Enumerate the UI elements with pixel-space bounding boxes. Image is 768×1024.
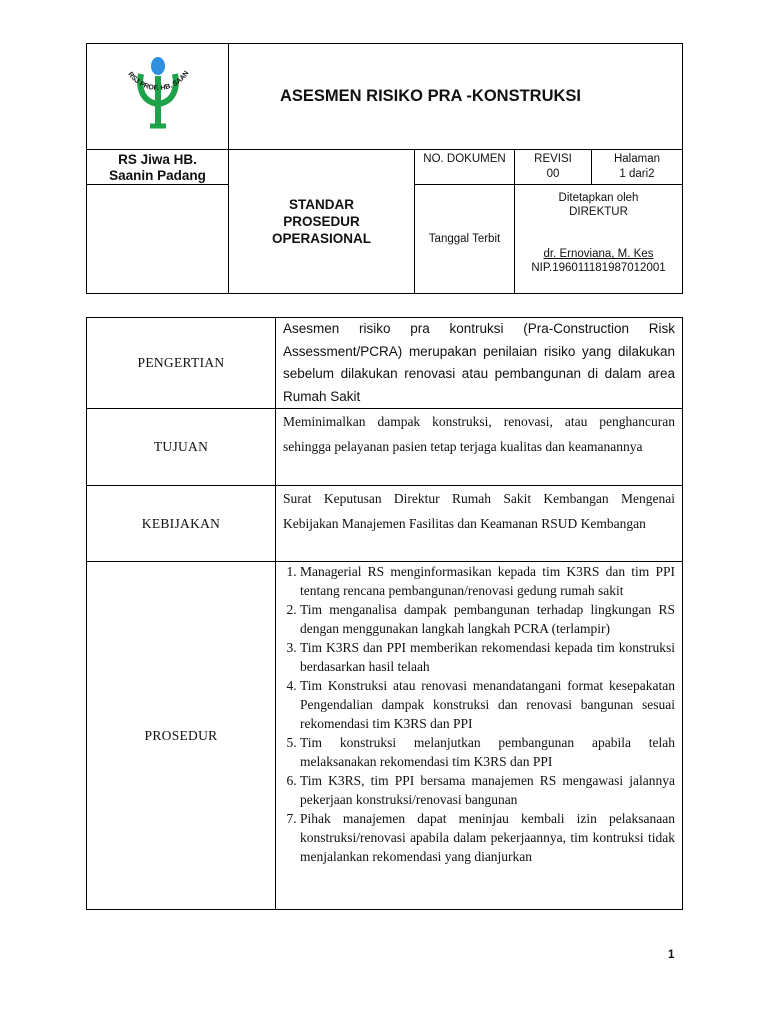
revisi-cell [515,150,592,185]
tanggal-terbit-label: Tanggal Terbit [415,185,515,294]
document-header-table [86,43,683,294]
director-nip: NIP.196011181987012001 [531,262,666,274]
sop-content-table [86,317,683,910]
sop-line-3: OPERASIONAL [271,231,371,246]
prosedur-item: 7. Pihak manajemen dapat meninjau kembali izin pelaksanaan konstruksi/renovasi apabila dalam pekerjaannya, tim kontruksi tidak menjalankan rekomendasi yang dianjurkan [300,809,682,866]
prosedur-item: 4. Tim Konstruksi atau renovasi menandatangani format kesepakatan Pengendalian dampak konstruksi dan renovasi bangunan sesuai rekomendasi tim K3RS dan PPI [300,676,682,733]
svg-text:RSJ PROF. HB. SAANIN PADANG: RSJ PROF. HB. SAAN [125,69,190,93]
prosedur-cell [276,562,683,910]
hospital-logo [108,44,208,144]
page-number: 1 [668,949,675,961]
pengertian-text: Asesmen risiko pra kontruksi (Pra-Construction Risk Assessment/PCRA) merupakan penilaian risiko yang dilakukan sebelum dilakukan renovasi atau pembangunan di dalam area Rumah Sakit [276,318,683,409]
revisi-value: 00 [546,168,560,180]
prosedur-label: PROSEDUR [87,562,276,910]
sop-label [229,150,415,294]
tujuan-text: Meminimalkan dampak konstruksi, renovasi, atau penghancuran sehingga pelayanan pasien tetap terjaga kualitas dan keamanannya [276,409,683,486]
organization-name [87,150,229,185]
ditetapkan-line-1: Ditetapkan oleh [558,192,639,204]
prosedur-item: 1. Managerial RS menginformasikan kepada tim K3RS dan tim PPI tentang rencana pembangunan/renovasi gedung rumah sakit [300,562,682,600]
kebijakan-label: KEBIJAKAN [87,486,276,562]
prosedur-item: 3. Tim K3RS dan PPI memberikan rekomendasi kepada tim konstruksi berdasarkan hasil telaah [300,638,682,676]
halaman-cell [592,150,683,185]
sop-line-2: PROSEDUR [283,214,360,229]
document-title: ASESMEN RISIKO PRA -KONSTRUKSI [229,44,683,150]
sop-line-1: STANDAR [289,197,354,212]
logo-cell [87,44,229,150]
halaman-label: Halaman [613,153,661,165]
organization-line-2: Saanin Padang [109,168,206,183]
prosedur-item: 2. Tim menganalisa dampak pembangunan terhadap lingkungan RS dengan menggunakan langkah langkah PCRA (terlampir) [300,600,682,638]
approval-block [515,185,683,294]
halaman-value: 1 dari2 [619,168,655,180]
prosedur-item: 6. Tim K3RS, tim PPI bersama manajemen RS mengawasi jalannya pekerjaan konstruksi/renovasi bangunan [300,771,682,809]
director-name: dr. Ernoviana, M. Kes [543,248,654,260]
no-dokumen-label: NO. DOKUMEN [415,150,515,185]
kebijakan-text: Surat Keputusan Direktur Rumah Sakit Kembangan Mengenai Kebijakan Manajemen Fasilitas dan Keamanan RSUD Kembangan [276,486,683,562]
prosedur-list [276,562,682,866]
revisi-label: REVISI [534,153,572,165]
organization-empty-cell [87,185,229,294]
ditetapkan-line-2: DIREKTUR [569,206,628,218]
tujuan-label: TUJUAN [87,409,276,486]
organization-line-1: RS Jiwa HB. [118,152,197,167]
prosedur-item: 5. Tim konstruksi melanjutkan pembangunan apabila telah melaksanakan rekomendasi tim K3RS dan PPI [300,733,682,771]
pengertian-label: PENGERTIAN [87,318,276,409]
